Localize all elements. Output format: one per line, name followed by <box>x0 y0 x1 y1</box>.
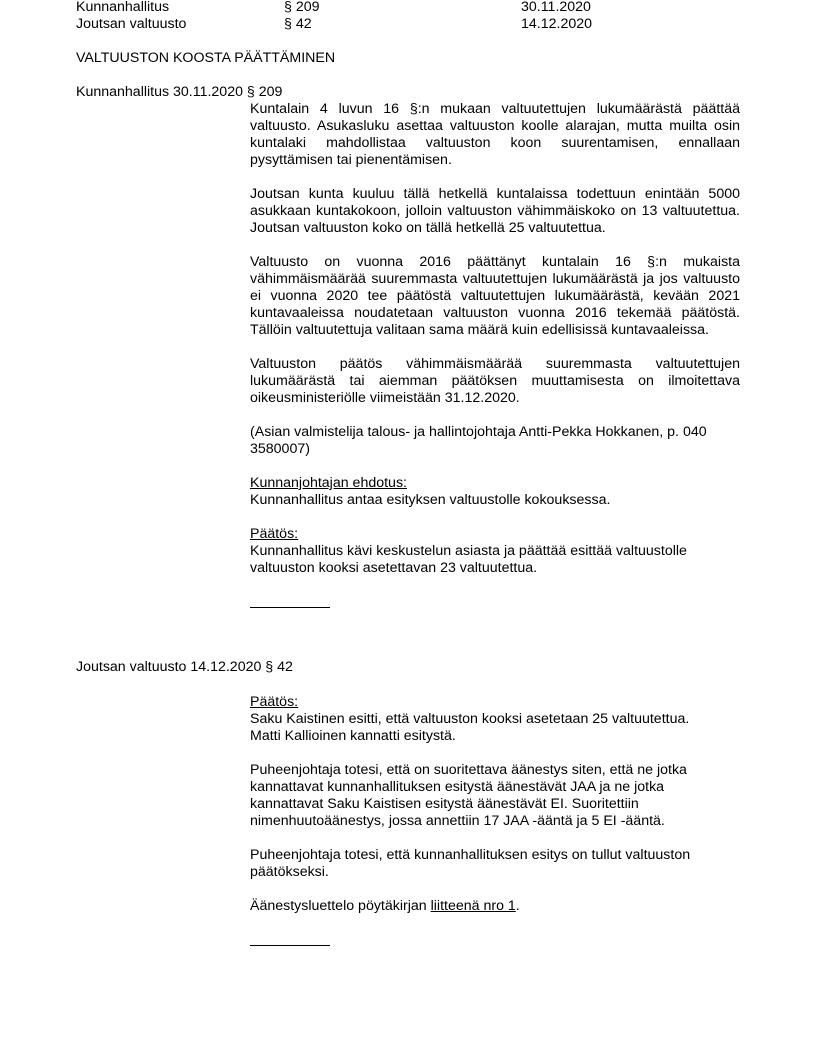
header-section: § 209 <box>284 0 320 15</box>
body-line: kannattavat kunnanhallituksen esitystä äänestävät JAA ja ne jotka <box>250 779 665 795</box>
body-line: Matti Kallioinen kannatti esitystä. <box>250 728 456 744</box>
body-paragraph: Valtuusto on vuonna 2016 päättänyt kuntalain 16 §:n mukaista vähimmäismäärää suuremmasta valtuutettujen lukumäärästä ja jos valtuusto ei vuonna 2020 tee päätöstä valtuutettujen lukumäärästä, kevään 2021 kuntavaaleissa noudatetaan valtuuston vuonna 2016 tekemää päätöstä. Tällöin valtuutettuja valitaan sama määrä kuin edellisissä kuntavaaleissa. <box>250 254 740 338</box>
page-title: VALTUUSTON KOOSTA PÄÄTTÄMINEN <box>76 50 336 66</box>
body-paragraph: Kuntalain 4 luvun 16 §:n mukaan valtuutettujen lukumäärästä päättää valtuusto. Asukasluku asettaa valtuuston koolle alarajan, mutta muilta osin kuntalaki mahdollistaa valtuuston koon suurentamisen, ennallaan pysyttämisen tai pienentämisen. <box>250 101 740 168</box>
kunnanhallitus-body <box>250 101 740 577</box>
header-date: 14.12.2020 <box>521 16 593 32</box>
section-separator <box>250 945 330 946</box>
body-line: kannattavat Saku Kaistisen esitystä äänestävät EI. Suoritettiin <box>250 796 639 812</box>
section-heading-kunnanhallitus: Kunnanhallitus 30.11.2020 § 209 <box>76 84 283 100</box>
header-section: § 42 <box>284 16 312 32</box>
body-line: Puheenjohtaja totesi, että kunnanhallituksen esitys on tullut valtuuston <box>250 847 691 863</box>
proposal-label: Kunnanjohtajan ehdotus: <box>250 475 407 491</box>
decision-text: valtuuston kooksi asetettavan 23 valtuutettua. <box>250 560 538 576</box>
body-line: Saku Kaistinen esitti, että valtuuston kooksi asetetaan 25 valtuutettua. <box>250 711 690 727</box>
attachment-prefix: Äänestysluettelo pöytäkirjan <box>250 898 431 914</box>
proposal-text: Kunnanhallitus antaa esityksen valtuustolle kokouksessa. <box>250 492 611 508</box>
header-body: Kunnanhallitus <box>76 0 170 15</box>
attachment-suffix: . <box>515 898 520 914</box>
header-body: Joutsan valtuusto <box>76 16 187 32</box>
valtuusto-body <box>250 694 740 915</box>
decision-text: Kunnanhallitus kävi keskustelun asiasta ja päättää esittää valtuustolle <box>250 543 687 559</box>
body-paragraph: Joutsan kunta kuuluu tällä hetkellä kuntalaissa todettuun enintään 5000 asukkaan kuntakokoon, jolloin valtuuston vähimmäiskoko on 13 valtuutettua. Joutsan valtuuston koko on tällä hetkellä 25 valtuutettua. <box>250 186 740 236</box>
body-line: Puheenjohtaja totesi, että on suoritettava äänestys siten, että ne jotka <box>250 762 687 778</box>
header-row <box>76 0 776 16</box>
preparer-line: (Asian valmistelija talous- ja hallintojohtaja Antti-Pekka Hokkanen, p. 040 <box>250 424 707 440</box>
header-row <box>76 16 776 33</box>
attachment-line <box>250 898 740 915</box>
section-heading-valtuusto: Joutsan valtuusto 14.12.2020 § 42 <box>76 659 293 675</box>
decision-label: Päätös: <box>250 526 299 542</box>
attachment-link[interactable]: liitteenä nro 1 <box>430 898 516 914</box>
preparer-line: 3580007) <box>250 441 310 457</box>
body-paragraph: Valtuuston päätös vähimmäismäärää suuremmasta valtuutettujen lukumäärästä tai aiemman päätöksen muuttamisesta on ilmoitettava oikeusministeriölle viimeistään 31.12.2020. <box>250 356 740 406</box>
decision-label: Päätös: <box>250 694 299 710</box>
body-line: nimenhuutoäänestys, jossa annettiin 17 JAA -ääntä ja 5 EI -ääntä. <box>250 813 665 829</box>
body-line: päätökseksi. <box>250 864 329 880</box>
header-date: 30.11.2020 <box>521 0 591 15</box>
section-separator <box>250 607 330 608</box>
